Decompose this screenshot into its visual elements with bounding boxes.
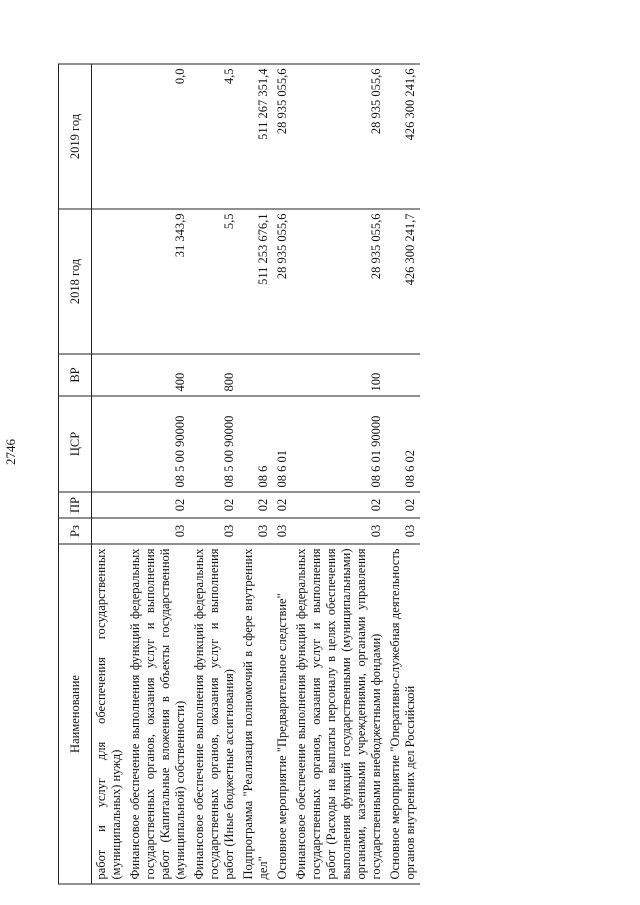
row-2018: 511 253 676,1	[239, 209, 273, 354]
row-pr: 02	[273, 492, 292, 518]
row-2018: 28 935 055,6	[273, 209, 292, 354]
row-vr	[239, 354, 273, 396]
row-name: Основное мероприятие "Предварительное следствие"	[273, 544, 292, 884]
row-2018: 28 935 055,6	[292, 209, 386, 354]
row-rz: 03	[239, 518, 273, 544]
budget-table	[58, 64, 420, 885]
header-vr: ВР	[59, 354, 92, 396]
row-vr	[273, 354, 292, 396]
table-row	[292, 64, 386, 884]
row-name: Финансовое обеспечение выполнения функций федеральных государственных органов, оказания услуг и выполнения работ (Иные бюджетные ассигнования)	[190, 544, 239, 884]
table-row	[386, 64, 420, 884]
row-2018	[92, 209, 127, 354]
header-2018: 2018 год	[59, 209, 92, 354]
row-pr: 02	[126, 492, 190, 518]
row-2018: 5,5	[190, 209, 239, 354]
page-number: 2746	[3, 439, 18, 465]
header-csr: ЦСР	[59, 396, 92, 492]
row-vr	[92, 354, 127, 396]
row-name: работ и услуг для обеспечения государственных (муниципальных) нужд)	[92, 544, 127, 884]
table-row	[126, 64, 190, 884]
row-csr: 08 5 00 90000	[126, 396, 190, 492]
header-name: Наименование	[59, 544, 92, 884]
row-2019: 0,0	[126, 64, 190, 209]
row-rz	[92, 518, 127, 544]
row-rz: 03	[190, 518, 239, 544]
table-row	[92, 64, 127, 884]
row-rz: 03	[386, 518, 420, 544]
table-row	[239, 64, 273, 884]
row-2018: 31 343,9	[126, 209, 190, 354]
row-pr: 02	[292, 492, 386, 518]
row-csr: 08 6 01	[273, 396, 292, 492]
table-header-row	[59, 64, 92, 884]
row-vr	[386, 354, 420, 396]
row-csr	[92, 396, 127, 492]
row-csr: 08 6 02	[386, 396, 420, 492]
row-2018: 426 300 241,7	[386, 209, 420, 354]
row-name: Финансовое обеспечение выполнения функций федеральных государственных органов, оказания услуг и выполнения работ (Капитальные вложения в объекты государственной (муниципальной) собственности)	[126, 544, 190, 884]
row-name: Основное мероприятие "Оперативно-служебная деятельность органов внутренних дел Российской	[386, 544, 420, 884]
row-pr	[92, 492, 127, 518]
row-2019: 4,5	[190, 64, 239, 209]
row-pr: 02	[239, 492, 273, 518]
table-row	[273, 64, 292, 884]
row-pr: 02	[190, 492, 239, 518]
row-csr: 08 6 01 90000	[292, 396, 386, 492]
row-vr: 800	[190, 354, 239, 396]
row-2019: 426 300 241,6	[386, 64, 420, 209]
row-csr: 08 6	[239, 396, 273, 492]
row-2019: 511 267 351,4	[239, 64, 273, 209]
row-name: Финансовое обеспечение выполнения функций федеральных государственных органов, оказания услуг и выполнения работ (Расходы на выплаты персоналу в целях обеспечения выполнения функций государственными (муниципальными) органами, казенными учреждениями, органами управления государственными внебюджетными фондами)	[292, 544, 386, 884]
header-pr: ПР	[59, 492, 92, 518]
row-rz: 03	[126, 518, 190, 544]
row-vr: 100	[292, 354, 386, 396]
row-name: Подпрограмма "Реализация полномочий в сфере внутренних дел"	[239, 544, 273, 884]
row-2019: 28 935 055,6	[292, 64, 386, 209]
row-2019: 28 935 055,6	[273, 64, 292, 209]
header-rz: Рз	[59, 518, 92, 544]
row-rz: 03	[292, 518, 386, 544]
table-row	[190, 64, 239, 884]
row-vr: 400	[126, 354, 190, 396]
row-pr: 02	[386, 492, 420, 518]
header-2019: 2019 год	[59, 64, 92, 209]
row-rz: 03	[273, 518, 292, 544]
row-2019	[92, 64, 127, 209]
row-csr: 08 5 00 90000	[190, 396, 239, 492]
